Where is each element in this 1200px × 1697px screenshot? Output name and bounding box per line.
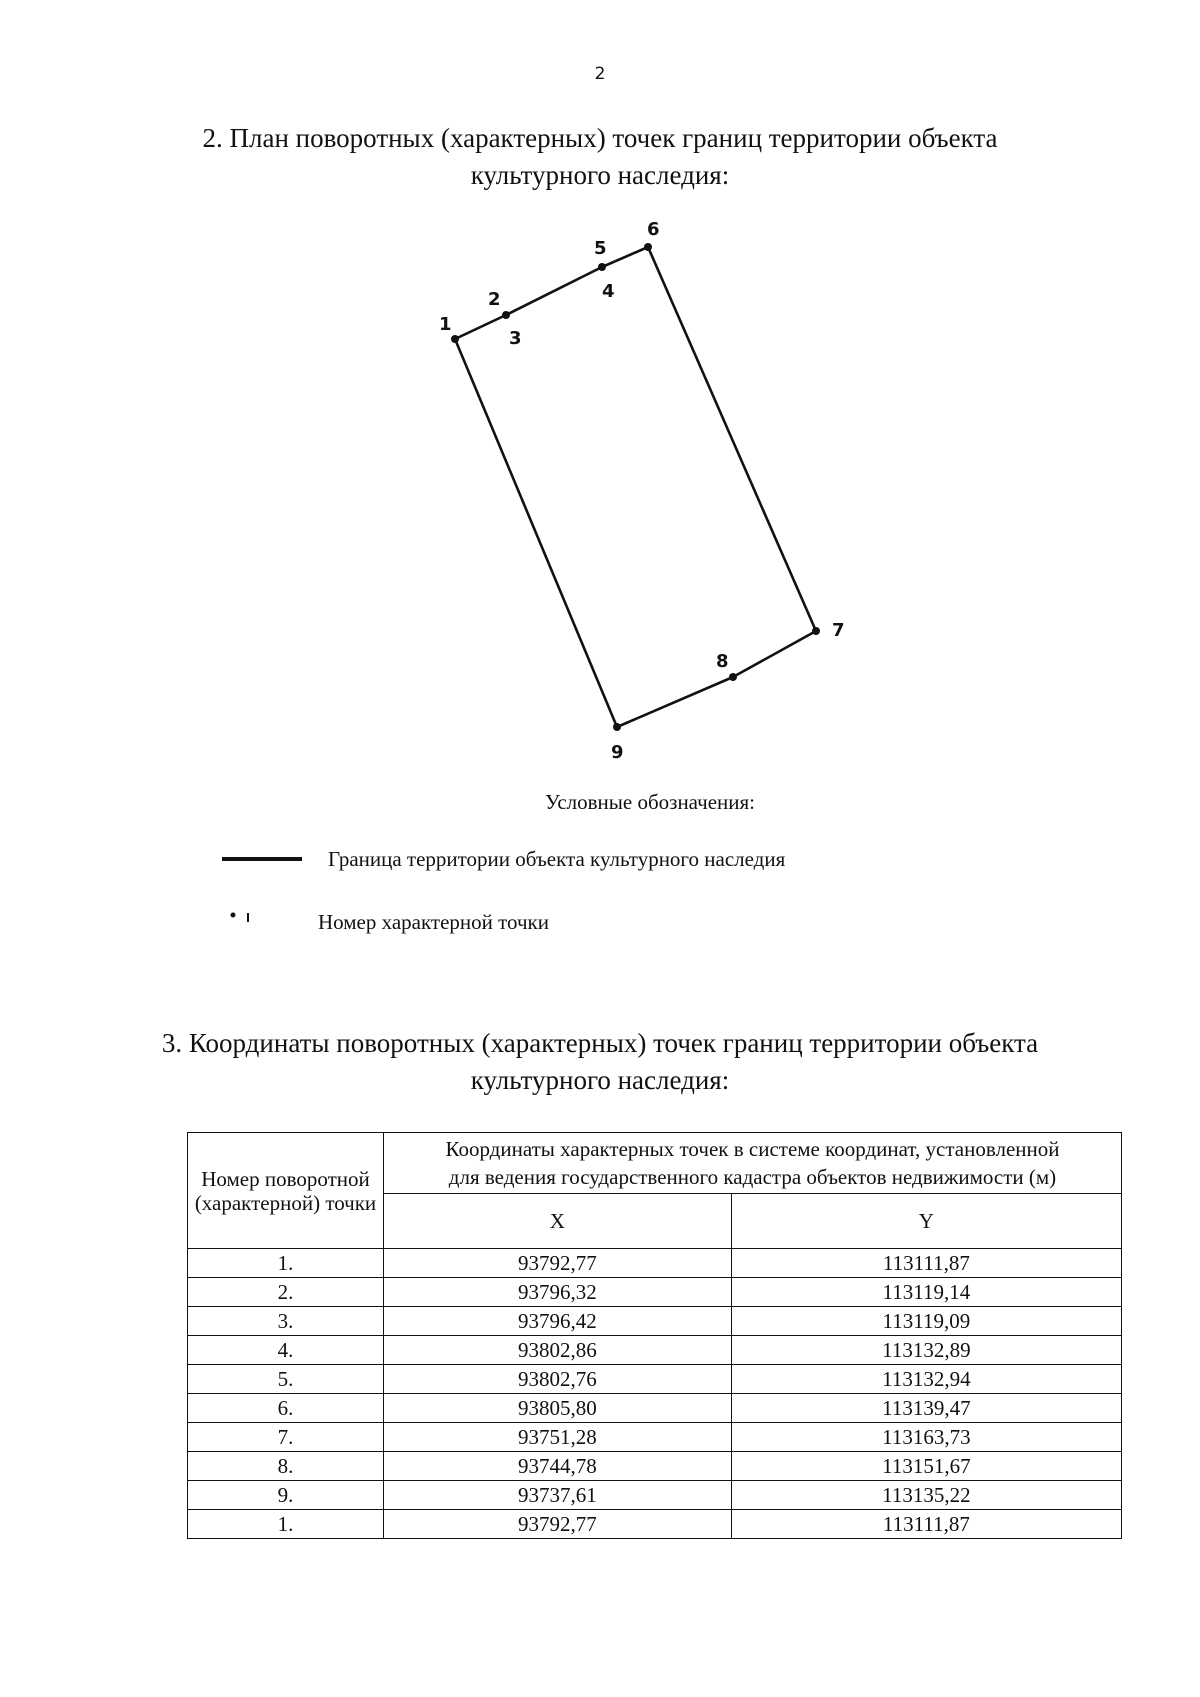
- row-x: 93737,61: [384, 1481, 732, 1510]
- point-label-2: 2: [488, 289, 501, 310]
- point-label-1: 1: [439, 314, 452, 335]
- row-num: 5.: [188, 1365, 384, 1394]
- point-marker-2: [502, 311, 510, 319]
- table-row: [188, 1249, 1122, 1278]
- point-marker-6: [644, 243, 652, 251]
- table-row: [188, 1394, 1122, 1423]
- point-label-3: 3: [509, 328, 522, 349]
- coordinates-table: [187, 1132, 1122, 1539]
- row-num: 2.: [188, 1278, 384, 1307]
- table-row: [188, 1481, 1122, 1510]
- point-label-9: 9: [611, 742, 624, 763]
- section-3-title-line1: 3. Координаты поворотных (характерных) точек границ территории объекта: [161, 1028, 1039, 1058]
- row-y: 113119,09: [731, 1307, 1121, 1336]
- boundary-polygon: [455, 247, 816, 727]
- table-row: [188, 1365, 1122, 1394]
- point-label-4: 4: [602, 281, 615, 302]
- boundary-plan: [0, 0, 1200, 780]
- point-label-6: 6: [647, 219, 660, 240]
- header-point-number: Номер поворотной (характерной) точки: [188, 1133, 384, 1249]
- point-marker-1: [451, 335, 459, 343]
- section-3-title-line2: культурного наследия:: [470, 1065, 730, 1095]
- row-x: 93792,77: [384, 1249, 732, 1278]
- row-x: 93805,80: [384, 1394, 732, 1423]
- row-num: 3.: [188, 1307, 384, 1336]
- table-row: [188, 1423, 1122, 1452]
- row-x: 93744,78: [384, 1452, 732, 1481]
- row-num: 8.: [188, 1452, 384, 1481]
- section-3-title: [150, 1025, 1050, 1099]
- table-row: [188, 1510, 1122, 1539]
- row-y: 113132,89: [731, 1336, 1121, 1365]
- header-coordinates: [384, 1133, 1122, 1194]
- table-row: [188, 1336, 1122, 1365]
- row-y: 113119,14: [731, 1278, 1121, 1307]
- row-x: 93796,32: [384, 1278, 732, 1307]
- point-marker-9: [613, 723, 621, 731]
- row-x: 93792,77: [384, 1510, 732, 1539]
- row-num: 1.: [188, 1510, 384, 1539]
- row-y: 113139,47: [731, 1394, 1121, 1423]
- row-x: 93796,42: [384, 1307, 732, 1336]
- row-num: 1.: [188, 1249, 384, 1278]
- header-coordinates-line2: для ведения государственного кадастра объектов недвижимости (м): [448, 1165, 1057, 1189]
- header-x: X: [384, 1194, 732, 1249]
- legend-title: Условные обозначения:: [544, 790, 756, 814]
- point-marker-8: [729, 673, 737, 681]
- point-label-7: 7: [832, 620, 845, 641]
- row-y: 113163,73: [731, 1423, 1121, 1452]
- row-num: 6.: [188, 1394, 384, 1423]
- row-num: 7.: [188, 1423, 384, 1452]
- row-y: 113132,94: [731, 1365, 1121, 1394]
- point-label-5: 5: [594, 238, 607, 259]
- section-2-title-line1: 2. План поворотных (характерных) точек границ территории объекта: [202, 123, 998, 153]
- row-num: 9.: [188, 1481, 384, 1510]
- legend-point-label: Номер характерной точки: [318, 910, 549, 934]
- legend-boundary-line-icon: [222, 857, 302, 861]
- header-y: Y: [731, 1194, 1121, 1249]
- boundary-points: [451, 243, 820, 731]
- row-x: 93751,28: [384, 1423, 732, 1452]
- row-y: 113111,87: [731, 1249, 1121, 1278]
- row-num: 4.: [188, 1336, 384, 1365]
- row-x: 93802,76: [384, 1365, 732, 1394]
- row-y: 113111,87: [731, 1510, 1121, 1539]
- table-header-row: [188, 1133, 1122, 1194]
- point-marker-7: [812, 627, 820, 635]
- legend-point-icon: [230, 910, 252, 924]
- page-number: 2: [594, 64, 606, 84]
- header-coordinates-line1: Координаты характерных точек в системе координат, установленной: [445, 1137, 1060, 1161]
- point-label-8: 8: [716, 651, 729, 672]
- legend-boundary-label: Граница территории объекта культурного наследия: [328, 847, 786, 871]
- row-x: 93802,86: [384, 1336, 732, 1365]
- row-y: 113151,67: [731, 1452, 1121, 1481]
- table-row: [188, 1307, 1122, 1336]
- table-row: [188, 1452, 1122, 1481]
- table-row: [188, 1278, 1122, 1307]
- section-2-title-line2: культурного наследия:: [470, 160, 730, 190]
- row-y: 113135,22: [731, 1481, 1121, 1510]
- point-marker-4: [598, 263, 606, 271]
